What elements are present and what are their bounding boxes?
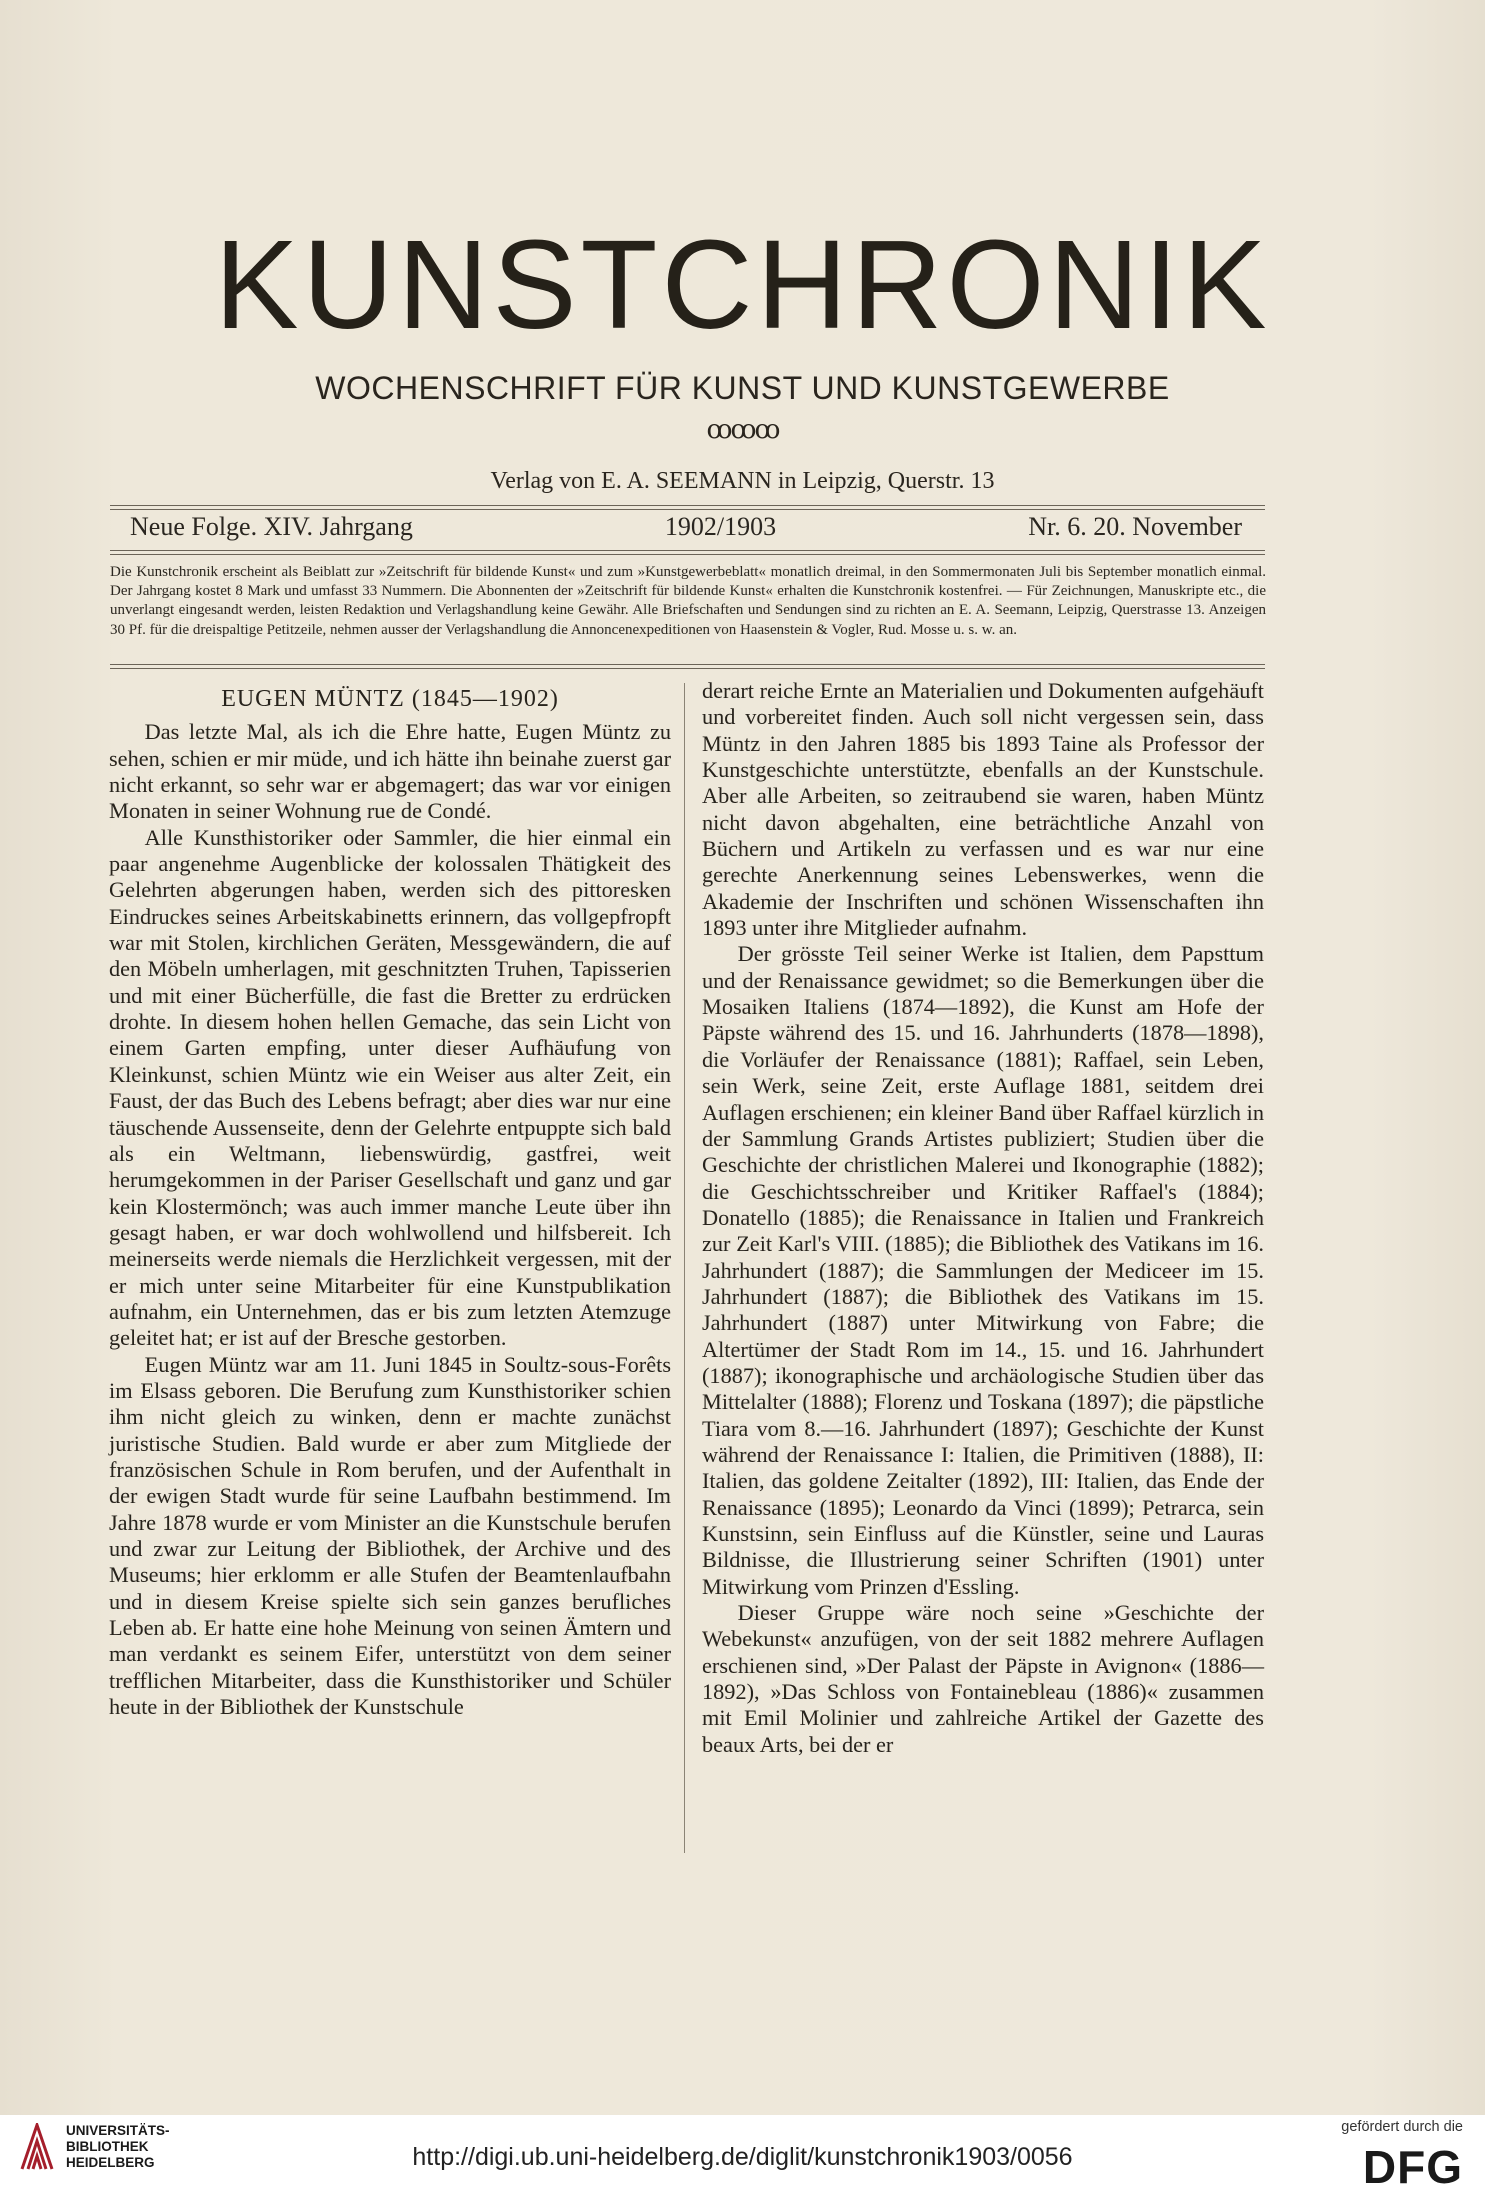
- paragraph: Eugen Müntz war am 11. Juni 1845 in Soultz-sous-Forêts im Elsass geboren. Die Berufung zum Kunsthistoriker schien ihm nicht gleich zu winken, denn er machte zunächst juristische Studien. Bald wurde er aber zum Mitgliede der französischen Schule in Rom berufen, und der Aufenthalt in der ewigen Stadt wurde für seine Laufbahn bestimmend. Im Jahre 1878 wurde er vom Minister an die Kunstschule berufen und zwar zur Leitung der Bibliothek, der Archive und des Museums; hier erklomm er alle Stufen der Beamtenlaufbahn und in diesem Kreise spielte sich sein ganzes berufliches Leben ab. Er hatte eine hohe Meinung von seinen Ämtern und man verdankt es seinem Eifer, unterstützt von dem seiner trefflichen Mitarbeiter, dass die Kunsthistoriker und Schüler heute in der Bibliothek der Kunstschule: [109, 1351, 671, 1720]
- paragraph: Das letzte Mal, als ich die Ehre hatte, Eugen Müntz zu sehen, schien er mir müde, und ich hätte ihn beinahe zuerst gar nicht erkannt, so sehr war er abgemagert; das war vor einigen Monaten in seiner Wohnung rue de Condé.: [109, 719, 671, 824]
- rule-middle: [110, 550, 1265, 551]
- rule-top: [110, 505, 1265, 506]
- issue-line: [130, 512, 1242, 542]
- subscription-notice: Die Kunstchronik erscheint als Beiblatt zur »Zeitschrift für bildende Kunst« und zum »Kunstgewerbeblatt« monatlich dreimal, in den Sommermonaten Juli bis September monatlich einmal. Der Jahrgang kostet 8 Mark und umfasst 33 Nummern. Die Abonnenten der »Zeitschrift für bildende Kunst« erhalten die Kunstchronik kostenfrei. — Für Zeichnungen, Manuskripte etc., die unverlangt eingesandt werden, leisten Redaktion und Verlagshandlung keine Gewähr. Alle Briefschaften und Sendungen sind zu richten an E. A. Seemann, Leipzig, Querstrasse 13. Anzeigen 30 Pf. für die dreispaltige Petitzeile, nehmen ausser der Verlagshandlung die Annoncenexpeditionen von Haasenstein & Vogler, Rud. Mosse u. s. w. an.: [110, 564, 1266, 638]
- rule-bottom-inner: [110, 668, 1265, 669]
- rule-top-inner: [110, 509, 1265, 510]
- masthead-subtitle: WOCHENSCHRIFT FÜR KUNST UND KUNSTGEWERBE: [315, 370, 1170, 406]
- paragraph: Der grösste Teil seiner Werke ist Italien, dem Papsttum und der Renaissance gewidmet; so die Bemerkungen über die Mosaiken Italiens (1874—1892), die Kunst am Hofe der Päpste während des 15. und 16. Jahrhunderts (1878—1898), die Vorläufer der Renaissance (1881); Raffael, sein Leben, sein Werk, seine Zeit, erste Auflage 1881, seitdem drei Auflagen erschienen; ein kleiner Band über Raffael kürzlich in der Sammlung Grands Artistes publiziert; Studien über die Geschichte der christlichen Malerei und Ikonographie (1882); die Geschichtsschreiber und Kritiker Raffael's (1884); Donatello (1885); die Renaissance in Italien und Frankreich zur Zeit Karl's VIII. (1885); die Bibliothek des Vatikans im 16. Jahrhundert (1887); die Sammlungen der Mediceer im 15. Jahrhundert (1887); die Bibliothek des Vatikans im 15. Jahrhundert (1887) unter Mitwirkung von Fabre; die Altertümer der Stadt Rom im 14., 15. und 16. Jahrhundert (1887); ikonographische und archäologische Studien über das Mittelalter (1888); Florenz und Toskana (1897); die päpstliche Tiara vom 8.—16. Jahrhundert (1897); Geschichte der Kunst während der Renaissance I: Italien, die Primitiven (1888), II: Italien, das goldene Zeitalter (1892), III: Italien, das Ende der Renaissance (1895); Leonardo da Vinci (1899); Petrarca, sein Kunstsinn, sein Einfluss auf die Künstler, seine und Lauras Bildnisse, die Illustrierung seiner Schriften (1901) unter Mitwirkung vom Prinzen d'Essling.: [702, 941, 1264, 1599]
- publisher-line: Verlag von E. A. SEEMANN in Leipzig, Querstr. 13: [490, 468, 995, 494]
- library-name-line: HEIDELBERG: [66, 2155, 155, 2170]
- funding-note: gefördert durch die: [1341, 2119, 1463, 2135]
- article-column-left: [109, 678, 671, 1720]
- issue-series: Neue Folge. XIV. Jahrgang: [130, 512, 413, 541]
- source-url-link[interactable]: http://digi.ub.uni-heidelberg.de/diglit/kunstchronik1903/0056: [412, 2143, 1073, 2171]
- dfg-logo[interactable]: DFG: [1362, 2141, 1463, 2193]
- rule-middle-inner: [110, 554, 1265, 555]
- issue-year: 1902/1903: [664, 512, 777, 541]
- ornament-divider: ꝏꝏꝏ: [706, 415, 779, 444]
- paragraph: Dieser Gruppe wäre noch seine »Geschichte der Webekunst« anzufügen, von der seit 1882 mehrere Auflagen erschienen sind, »Der Palast der Päpste in Avignon« (1886—1892), »Das Schloss von Fontainebleau (1886)« zusammen mit Emil Molinier und zahlreiche Artikel der Gazette des beaux Arts, bei der er: [702, 1600, 1264, 1757]
- library-name-line: BIBLIOTHEK: [66, 2139, 149, 2154]
- masthead-title: KUNSTCHRONIK: [214, 214, 1271, 355]
- issue-number: Nr. 6. 20. November: [1028, 512, 1242, 541]
- column-divider: [684, 683, 685, 1853]
- digitization-footer: [0, 2115, 1485, 2194]
- article-heading: EUGEN MÜNTZ (1845—1902): [221, 686, 559, 712]
- library-name-line: UNIVERSITÄTS-: [66, 2123, 170, 2138]
- paragraph: derart reiche Ernte an Materialien und Dokumenten aufgehäuft und vorbereitet finden. Auch soll nicht vergessen sein, dass Müntz in den Jahren 1885 bis 1893 Taine als Professor der Kunstgeschichte unterstützte, ebenfalls an der Kunstschule. Aber alle Arbeiten, so zeitraubend sie waren, haben Müntz nicht davon abgehalten, eine beträchtliche Anzahl von Büchern und Artikeln zu verfassen und es war nur eine gerechte Anerkennung seines Lebenswerkes, wenn die Akademie der Inschriften und schönen Wissenschaften ihn 1893 unter ihre Mitglieder aufnahm.: [702, 678, 1264, 941]
- article-column-right: [702, 678, 1264, 1758]
- paragraph: Alle Kunsthistoriker oder Sammler, die hier einmal ein paar angenehme Augenblicke der kolossalen Thätigkeit des Gelehrten abgerungen haben, werden sich des pittoresken Eindruckes seines Arbeitskabinetts erinnern, das vollgepfropft war mit Stolen, kirchlichen Geräten, Messgewändern, die auf den Möbeln umherlagen, mit geschnitzten Truhen, Tapisserien und mit einer Bücherfülle, die fast die Bretter zu erdrücken drohte. In diesem hohen hellen Gemache, das sein Licht von einem Garten empfing, unter dieser Aufhäufung von Kleinkunst, schien Müntz wie ein Weiser aus alter Zeit, ein Faust, der das Buch des Lebens befragt; aber dies war nur eine täuschende Aussenseite, denn der Gelehrte entpuppte sich bald als ein Weltmann, liebenswürdig, gastfrei, weit herumgekommen in der Pariser Gesellschaft und ganz und gar kein Klostermönch; was auch immer manche Leute über ihn gesagt haben, er war doch wohlwollend und hilfsbereit. Ich meinerseits werde niemals die Herzlichkeit vergessen, mit der er mich unter seine Mitarbeiter für eine Kunstpublikation aufnahm, ein Unternehmen, das er bis zum letzten Atemzuge geleitet hat; er ist auf der Bresche gestorben.: [109, 824, 671, 1351]
- rule-bottom: [110, 664, 1265, 665]
